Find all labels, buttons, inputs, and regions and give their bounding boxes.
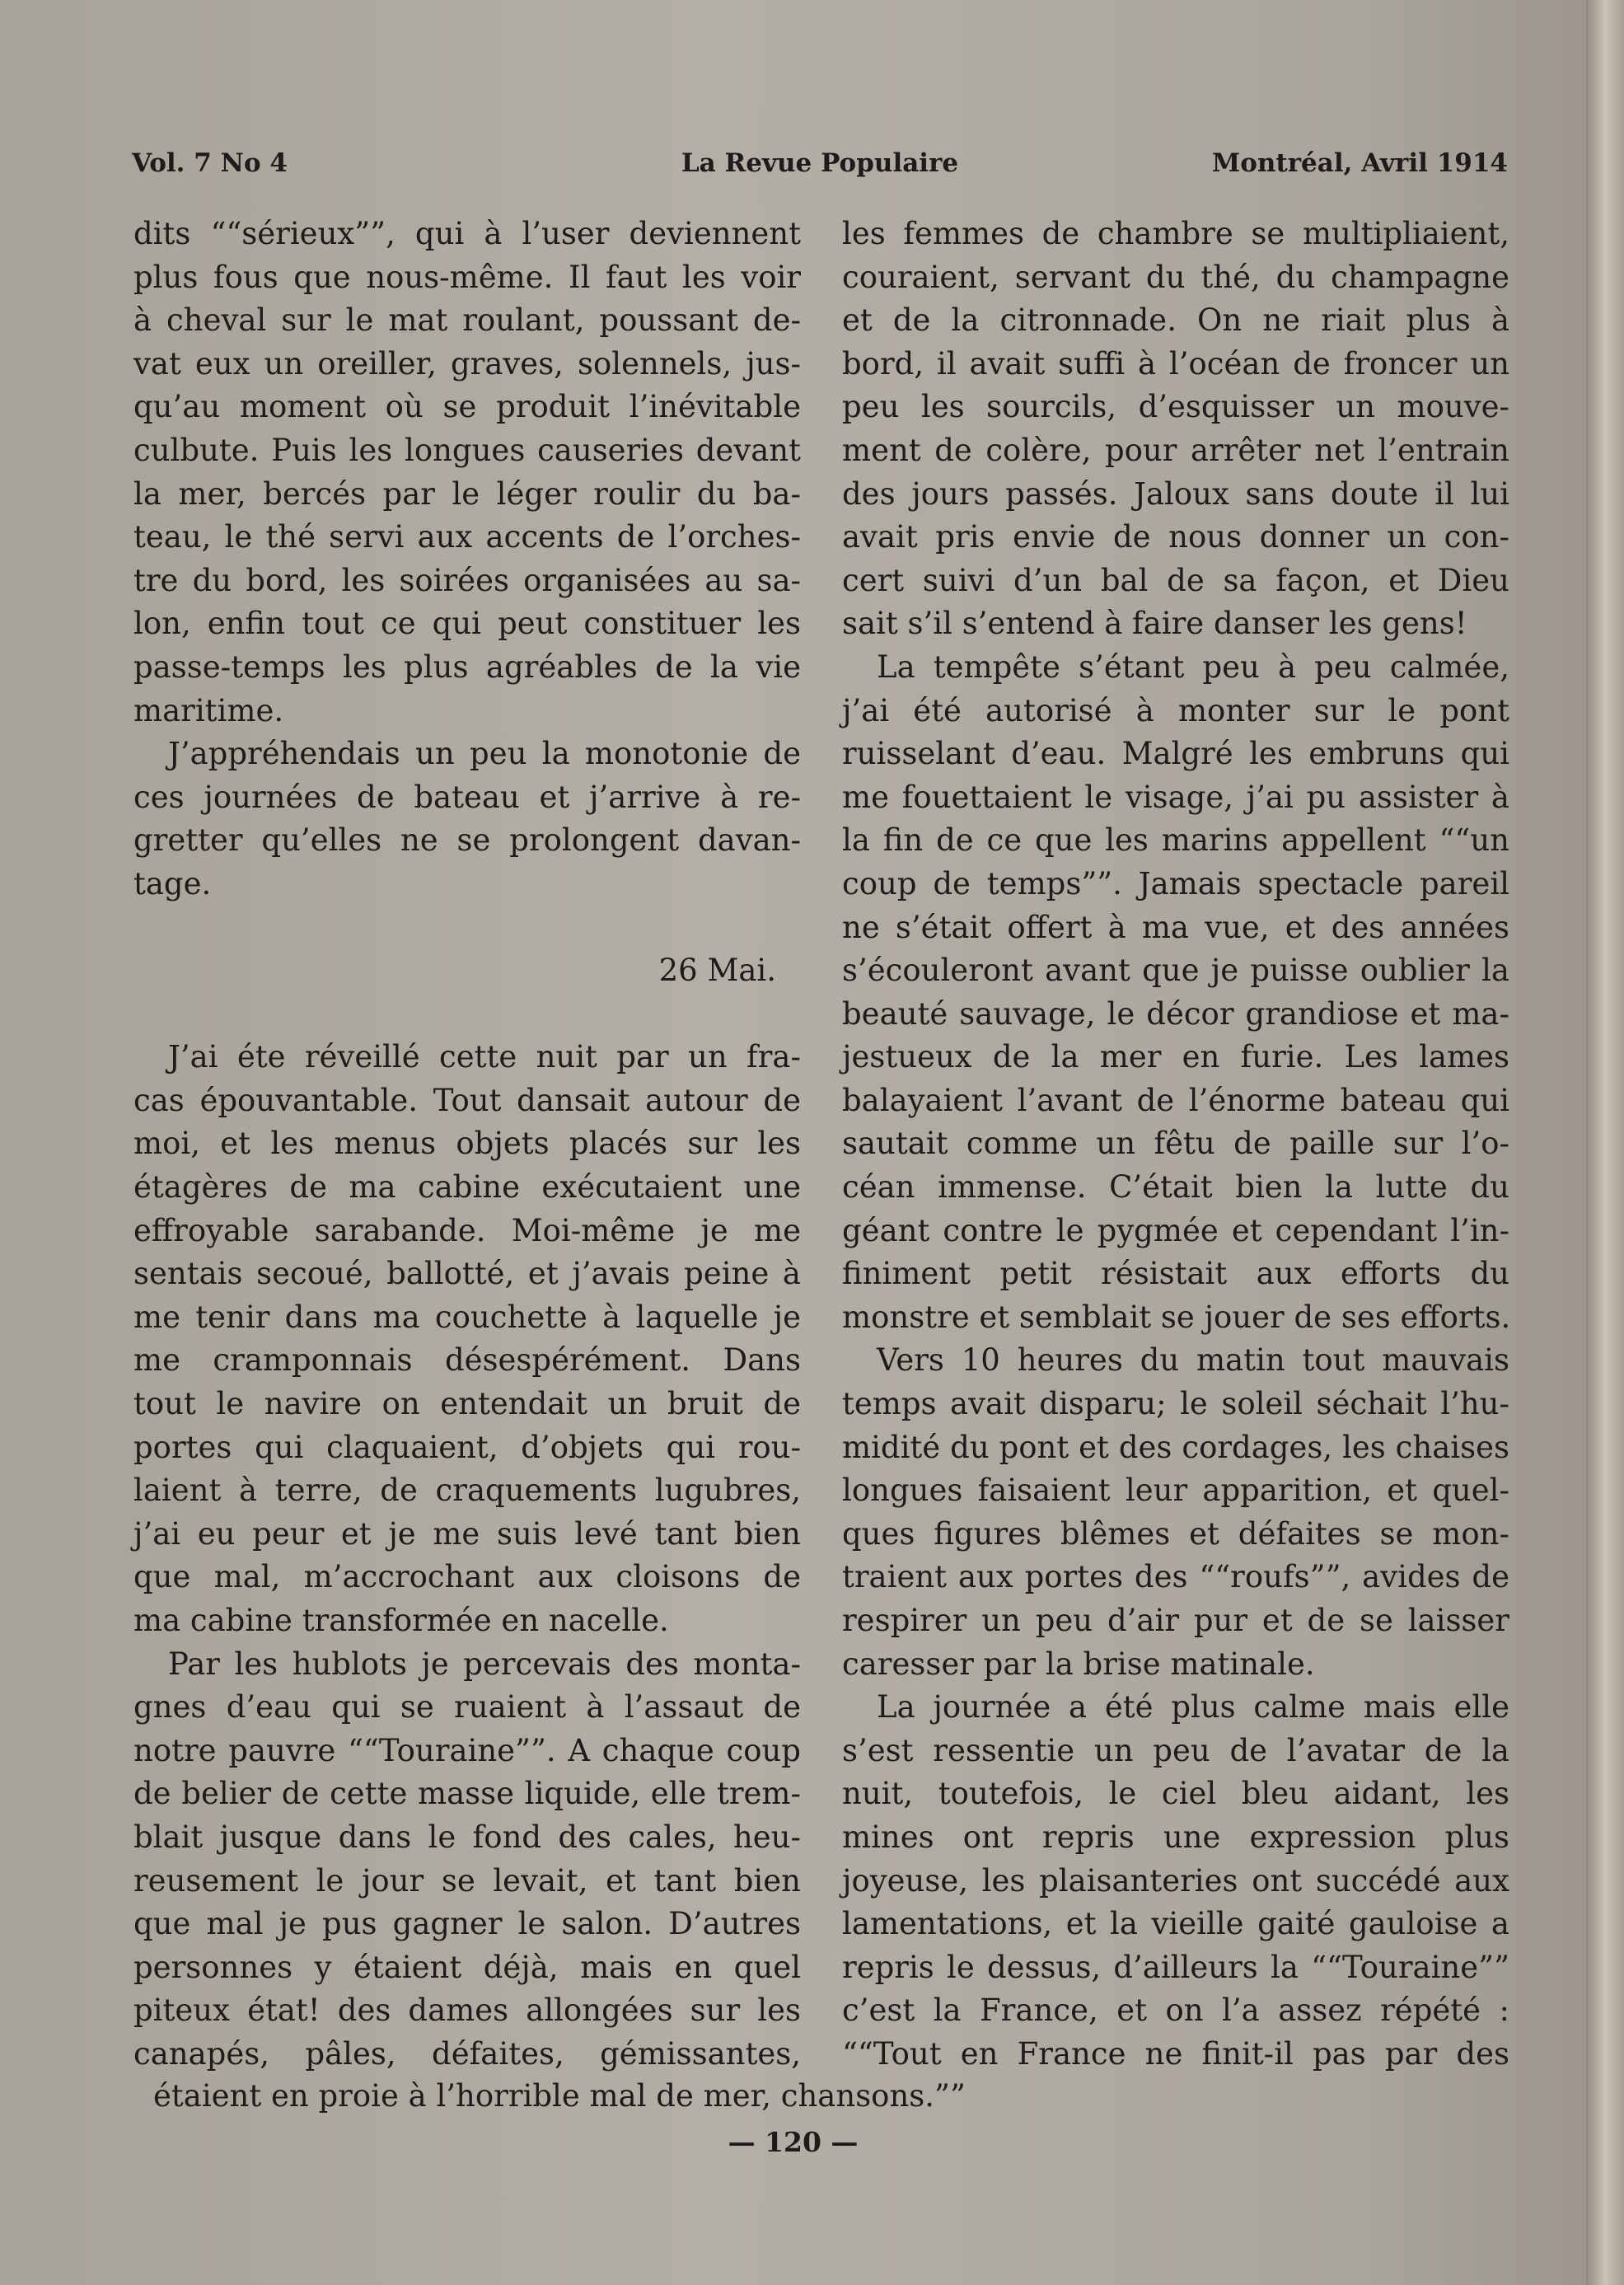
text-line: traient aux portes des ““roufs””, avides de — [842, 1559, 1509, 1595]
text-line: géant contre le pygmée et cependant l’in- — [842, 1212, 1509, 1248]
paragraph-first-line: Vers 10 heures du matin tout mauvais — [877, 1342, 1509, 1379]
text-line: teau, le thé servi aux accents de l’orches- — [133, 519, 801, 555]
text-line: caresser par la brise matinale. — [842, 1646, 1315, 1682]
text-line: sentais secoué, ballotté, et j’avais peine à — [133, 1256, 801, 1292]
text-line: respirer un peu d’air pur et de se laisser — [842, 1603, 1509, 1638]
journal-title: La Revue Populaire — [681, 148, 959, 178]
text-line: tre du bord, les soirées organisées au sa- — [133, 562, 801, 598]
text-line: à cheval sur le mat roulant, poussant de- — [133, 302, 801, 339]
text-line: coup de temps””. Jamais spectacle pareil — [842, 865, 1509, 901]
page-edge — [1586, 0, 1624, 2285]
text-line: c’est la France, et on l’a assez répété : — [842, 1992, 1509, 2029]
text-line: la mer, bercés par le léger roulir du ba- — [133, 475, 801, 512]
text-line: blait jusque dans le fond des cales, heu- — [133, 1819, 801, 1855]
text-line: ruisselant d’eau. Malgré les embruns qui — [842, 736, 1509, 772]
text-line: j’ai été autorisé à monter sur le pont — [842, 692, 1509, 728]
text-line: tage. — [133, 865, 212, 901]
carry-over-line: étaient en proie à l’horrible mal de mer, chansons.”” — [153, 2078, 966, 2114]
text-line: étagères de ma cabine exécutaient une — [133, 1169, 801, 1206]
text-line: cert suivi d’un bal de sa façon, et Dieu — [842, 562, 1509, 598]
text-line: vat eux un oreiller, graves, solennels, jus- — [133, 345, 801, 382]
text-line: effroyable sarabande. Moi-même je me — [133, 1212, 801, 1248]
text-line: ces journées de bateau et j’arrive à re- — [133, 779, 801, 815]
text-line: portes qui claquaient, d’objets qui rou- — [133, 1429, 801, 1465]
text-line: me cramponnais désespérément. Dans — [133, 1342, 801, 1379]
entry-date: 26 Mai. — [658, 953, 776, 989]
text-line: dits ““sérieux””, qui à l’user deviennent — [133, 216, 801, 251]
text-line: j’ai eu peur et je me suis levé tant bien — [133, 1515, 801, 1552]
text-line: s’écouleront avant que je puisse oublier la — [842, 953, 1509, 989]
text-line: tout le navire on entendait un bruit de — [133, 1386, 801, 1422]
text-line: et de la citronnade. On ne riait plus à — [842, 302, 1509, 339]
text-line: lon, enfin tout ce qui peut constituer les — [133, 606, 801, 642]
text-line: passe-temps les plus agréables de la vie — [133, 649, 801, 685]
text-line: lamentations, et la vieille gaité gauloise a — [842, 1906, 1509, 1942]
text-line: mines ont repris une expression plus — [842, 1819, 1509, 1855]
section-gap — [133, 993, 801, 1037]
paragraph-first-line: La journée a été plus calme mais elle — [877, 1689, 1509, 1725]
text-line: beauté sauvage, le décor grandiose et ma- — [842, 995, 1509, 1032]
text-line: personnes y étaient déjà, mais en quel — [133, 1949, 801, 1985]
paragraph-first-line: Par les hublots je percevais des monta- — [168, 1646, 801, 1682]
left-column — [133, 213, 801, 2077]
text-line: qu’au moment où se produit l’inévitable — [133, 389, 801, 425]
text-line: canapés, pâles, défaites, gémissantes, — [133, 2035, 801, 2072]
text-line: les femmes de chambre se multipliaient, — [842, 216, 1509, 251]
paragraph-first-line: J’ai éte réveillé cette nuit par un fra- — [168, 1039, 801, 1075]
text-line: notre pauvre ““Touraine””. A chaque coup — [133, 1732, 801, 1768]
text-line: piteux état! des dames allongées sur les — [133, 1992, 801, 2029]
section-gap — [133, 906, 801, 950]
text-line: monstre et semblait se jouer de ses efforts. — [842, 1299, 1511, 1335]
text-line: finiment petit résistait aux efforts du — [842, 1256, 1509, 1292]
text-line: longues faisaient leur apparition, et quel- — [842, 1473, 1509, 1509]
text-line: repris le dessus, d’ailleurs la ““Touraine”” — [842, 1949, 1509, 1985]
text-line: ““Tout en France ne finit-il pas par des — [842, 2035, 1509, 2072]
text-line: cas épouvantable. Tout dansait autour de — [133, 1082, 801, 1118]
text-line: s’est ressentie un peu de l’avatar de la — [842, 1732, 1509, 1768]
text-line: que mal je pus gagner le salon. D’autres — [133, 1906, 801, 1942]
text-line: peu les sourcils, d’esquisser un mouve- — [842, 389, 1509, 425]
text-line: laient à terre, de craquements lugubres, — [133, 1473, 801, 1509]
text-line: midité du pont et des cordages, les chaises — [842, 1429, 1509, 1465]
text-line: me fouettaient le visage, j’ai pu assister à — [842, 779, 1509, 815]
text-line: balayaient l’avant de l’énorme bateau qui — [842, 1082, 1509, 1118]
running-head — [132, 148, 1508, 188]
right-column — [842, 213, 1509, 2077]
paragraph-first-line: J’appréhendais un peu la monotonie de — [168, 736, 801, 772]
text-line: céan immense. C’était bien la lutte du — [842, 1169, 1509, 1206]
text-line: moi, et les menus objets placés sur les — [133, 1126, 801, 1162]
text-line: des jours passés. Jaloux sans doute il lui — [842, 475, 1509, 512]
text-line: ne s’était offert à ma vue, et des années — [842, 909, 1509, 945]
text-line: avait pris envie de nous donner un con- — [842, 519, 1509, 555]
text-line: reusement le jour se levait, et tant bien — [133, 1862, 801, 1899]
text-line: culbute. Puis les longues causeries devant — [133, 432, 801, 468]
text-line: ment de colère, pour arrêter net l’entrain — [842, 432, 1509, 468]
text-line: maritime. — [133, 692, 284, 728]
place-and-date: Montréal, Avril 1914 — [1211, 148, 1508, 178]
text-line: bord, il avait suffi à l’océan de froncer un — [842, 345, 1509, 382]
text-line: sautait comme un fêtu de paille sur l’o- — [842, 1126, 1509, 1162]
text-line: jestueux de la mer en furie. Les lames — [842, 1039, 1509, 1075]
text-line: gnes d’eau qui se ruaient à l’assaut de — [133, 1689, 801, 1725]
text-line: joyeuse, les plaisanteries ont succédé aux — [842, 1862, 1509, 1899]
text-line: de belier de cette masse liquide, elle trem- — [133, 1776, 801, 1812]
page-number: — 120 — — [728, 2126, 859, 2158]
text-line: que mal, m’accrochant aux cloisons de — [133, 1559, 801, 1595]
text-line: plus fous que nous-même. Il faut les voir — [133, 259, 801, 295]
text-line: gretter qu’elles ne se prolongent davan- — [133, 822, 801, 859]
text-line: ma cabine transformée en nacelle. — [133, 1603, 669, 1638]
text-line: la fin de ce que les marins appellent ““un — [842, 822, 1509, 859]
paragraph-first-line: La tempête s’étant peu à peu calmée, — [877, 649, 1509, 685]
text-line: nuit, toutefois, le ciel bleu aidant, les — [842, 1776, 1509, 1812]
text-line: ques figures blêmes et défaites se mon- — [842, 1515, 1509, 1552]
text-line: temps avait disparu; le soleil séchait l’hu- — [842, 1386, 1509, 1422]
text-line: me tenir dans ma couchette à laquelle je — [133, 1299, 801, 1335]
text-line: sait s’il s’entend à faire danser les gens! — [842, 606, 1467, 642]
volume-number: Vol. 7 No 4 — [132, 148, 288, 178]
text-line: couraient, servant du thé, du champagne — [842, 259, 1509, 295]
